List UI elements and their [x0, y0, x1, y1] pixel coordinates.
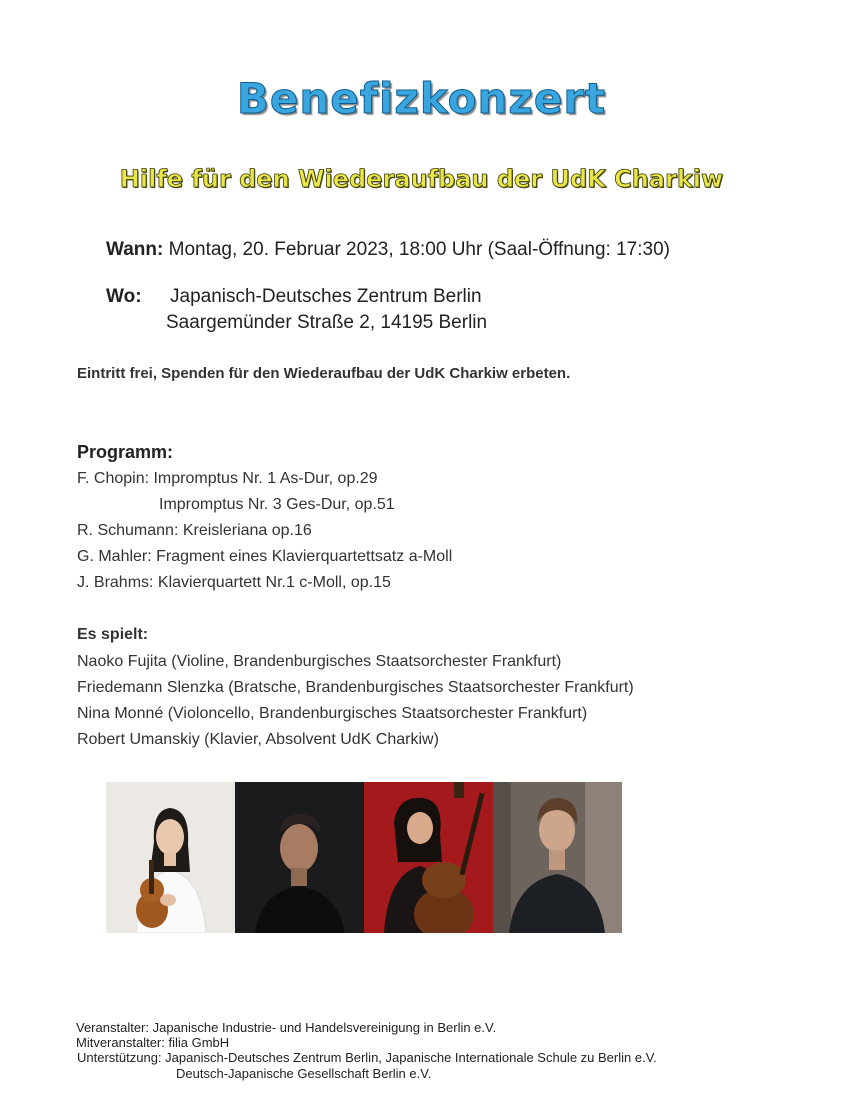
program-item: Impromptus Nr. 3 Ges-Dur, op.51	[159, 496, 395, 513]
where-label: Wo:	[106, 286, 142, 307]
performer-item: Nina Monné (Violoncello, Brandenburgisches Staatsorchester Frankfurt)	[77, 705, 588, 722]
program-item: R. Schumann: Kreisleriana op.16	[77, 522, 312, 539]
page-subtitle: Hilfe für den Wiederaufbau der UdK Charkiw	[119, 165, 724, 193]
performer-item: Friedemann Slenzka (Bratsche, Brandenburgisches Staatsorchester Frankfurt)	[77, 679, 634, 696]
photo-pianist	[493, 782, 622, 933]
when-row	[106, 239, 670, 261]
program-item: G. Mahler: Fragment eines Klavierquartettsatz a-Moll	[77, 548, 453, 565]
photo-cellist	[364, 782, 493, 933]
performer-photos	[106, 782, 622, 933]
program-item: F. Chopin: Impromptus Nr. 1 As-Dur, op.29	[77, 470, 378, 487]
footer-support: Unterstützung: Japanisch-Deutsches Zentrum Berlin, Japanische Internationale Schule zu Berlin e.V.	[77, 1050, 657, 1065]
program-heading: Programm:	[77, 442, 174, 462]
photo-violist	[235, 782, 364, 933]
page-title: Benefizkonzert	[236, 74, 607, 123]
program-item: J. Brahms: Klavierquartett Nr.1 c-Moll, op.15	[77, 574, 391, 591]
footer-support-continued: Deutsch-Japanische Gesellschaft Berlin e.V.	[176, 1066, 432, 1081]
photo-violinist	[106, 782, 235, 933]
footer-organizer: Veranstalter: Japanische Industrie- und Handelsvereinigung in Berlin e.V.	[76, 1020, 497, 1035]
performer-item: Robert Umanskiy (Klavier, Absolvent UdK Charkiw)	[77, 731, 439, 748]
performer-item: Naoko Fujita (Violine, Brandenburgisches Staatsorchester Frankfurt)	[77, 653, 562, 670]
when-label: Wann:	[106, 239, 164, 260]
where-line1: Japanisch-Deutsches Zentrum Berlin	[170, 286, 482, 307]
admission-note: Eintritt frei, Spenden für den Wiederaufbau der UdK Charkiw erbeten.	[77, 365, 571, 382]
footer-co-organizer: Mitveranstalter: filia GmbH	[76, 1035, 230, 1050]
when-value: Montag, 20. Februar 2023, 18:00 Uhr (Saal-Öffnung: 17:30)	[168, 239, 670, 260]
performers-heading: Es spielt:	[77, 626, 149, 643]
where-line2: Saargemünder Straße 2, 14195 Berlin	[166, 312, 488, 333]
